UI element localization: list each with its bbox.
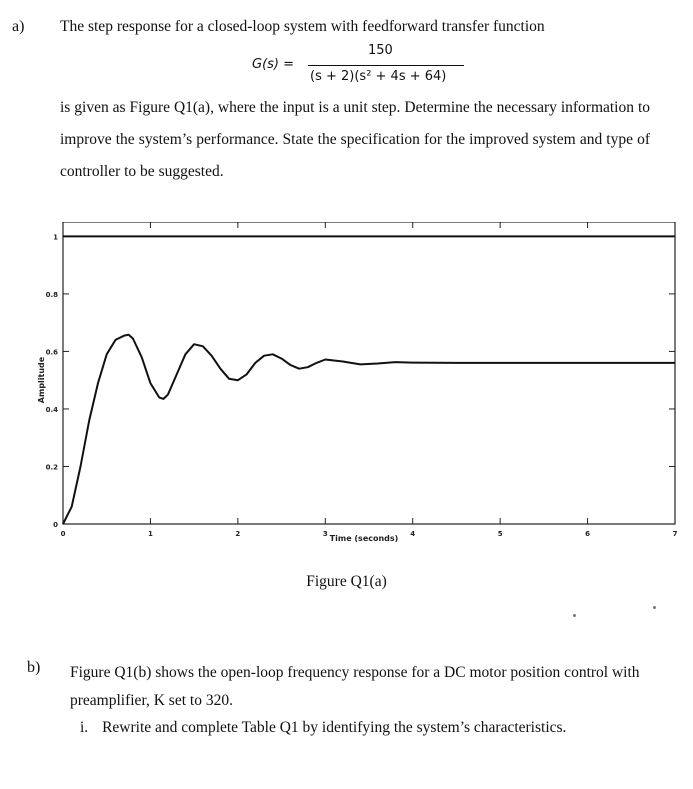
y-tick-label: 1 (53, 233, 58, 242)
x-tick-label: 5 (497, 530, 503, 538)
y-tick-label: 0 (53, 521, 58, 529)
scan-speck (653, 606, 656, 609)
x-tick-label: 3 (322, 530, 328, 538)
y-tick-label: 0.2 (45, 463, 58, 472)
figure-caption: Figure Q1(a) (306, 573, 387, 590)
part-b-item-i (80, 719, 566, 737)
fraction-bar (308, 65, 464, 66)
formula-denominator: (s + 2)(s² + 4s + 64) (310, 69, 447, 84)
item-i-text: Rewrite and complete Table Q1 by identifying the system’s characteristics. (102, 719, 567, 736)
x-tick-label: 4 (410, 530, 416, 538)
x-axis-label: Time (seconds) (329, 534, 399, 543)
part-b-label: b) (27, 659, 41, 676)
plot-frame (63, 222, 675, 524)
x-tick-label: 2 (235, 530, 241, 538)
x-tick-label: 7 (672, 530, 678, 538)
formula-numerator: 150 (368, 43, 393, 58)
y-tick-label: 0.8 (45, 290, 58, 299)
step-response-chart (0, 222, 693, 552)
part-a-label: a) (12, 18, 25, 35)
part-a-intro: The step response for a closed-loop system with feedforward transfer function (60, 18, 545, 35)
part-a-paragraph: is given as Figure Q1(a), where the input is a unit step. Determine the necessary information to improve the system’s performance. State the specification for the improved system and type of controller to be suggested. (60, 99, 650, 180)
y-tick-label: 0.4 (45, 405, 58, 414)
x-tick-label: 1 (147, 530, 153, 538)
scan-speck (573, 614, 576, 617)
x-tick-label: 0 (60, 530, 66, 538)
formula-lhs: G(s) = (252, 57, 295, 72)
series-group (63, 236, 675, 524)
item-i-label: i. (80, 719, 89, 736)
y-axis-label: Amplitude (37, 356, 46, 404)
transfer-function-formula (252, 40, 472, 90)
part-b-paragraph: Figure Q1(b) shows the open-loop frequency response for a DC motor position control with preamplifier, K set to 320. (70, 664, 640, 709)
x-axis-ticks (61, 222, 678, 538)
step-response-line (63, 335, 675, 524)
x-tick-label: 6 (585, 530, 591, 538)
y-axis-ticks (46, 233, 675, 529)
y-tick-label: 0.6 (45, 348, 58, 357)
